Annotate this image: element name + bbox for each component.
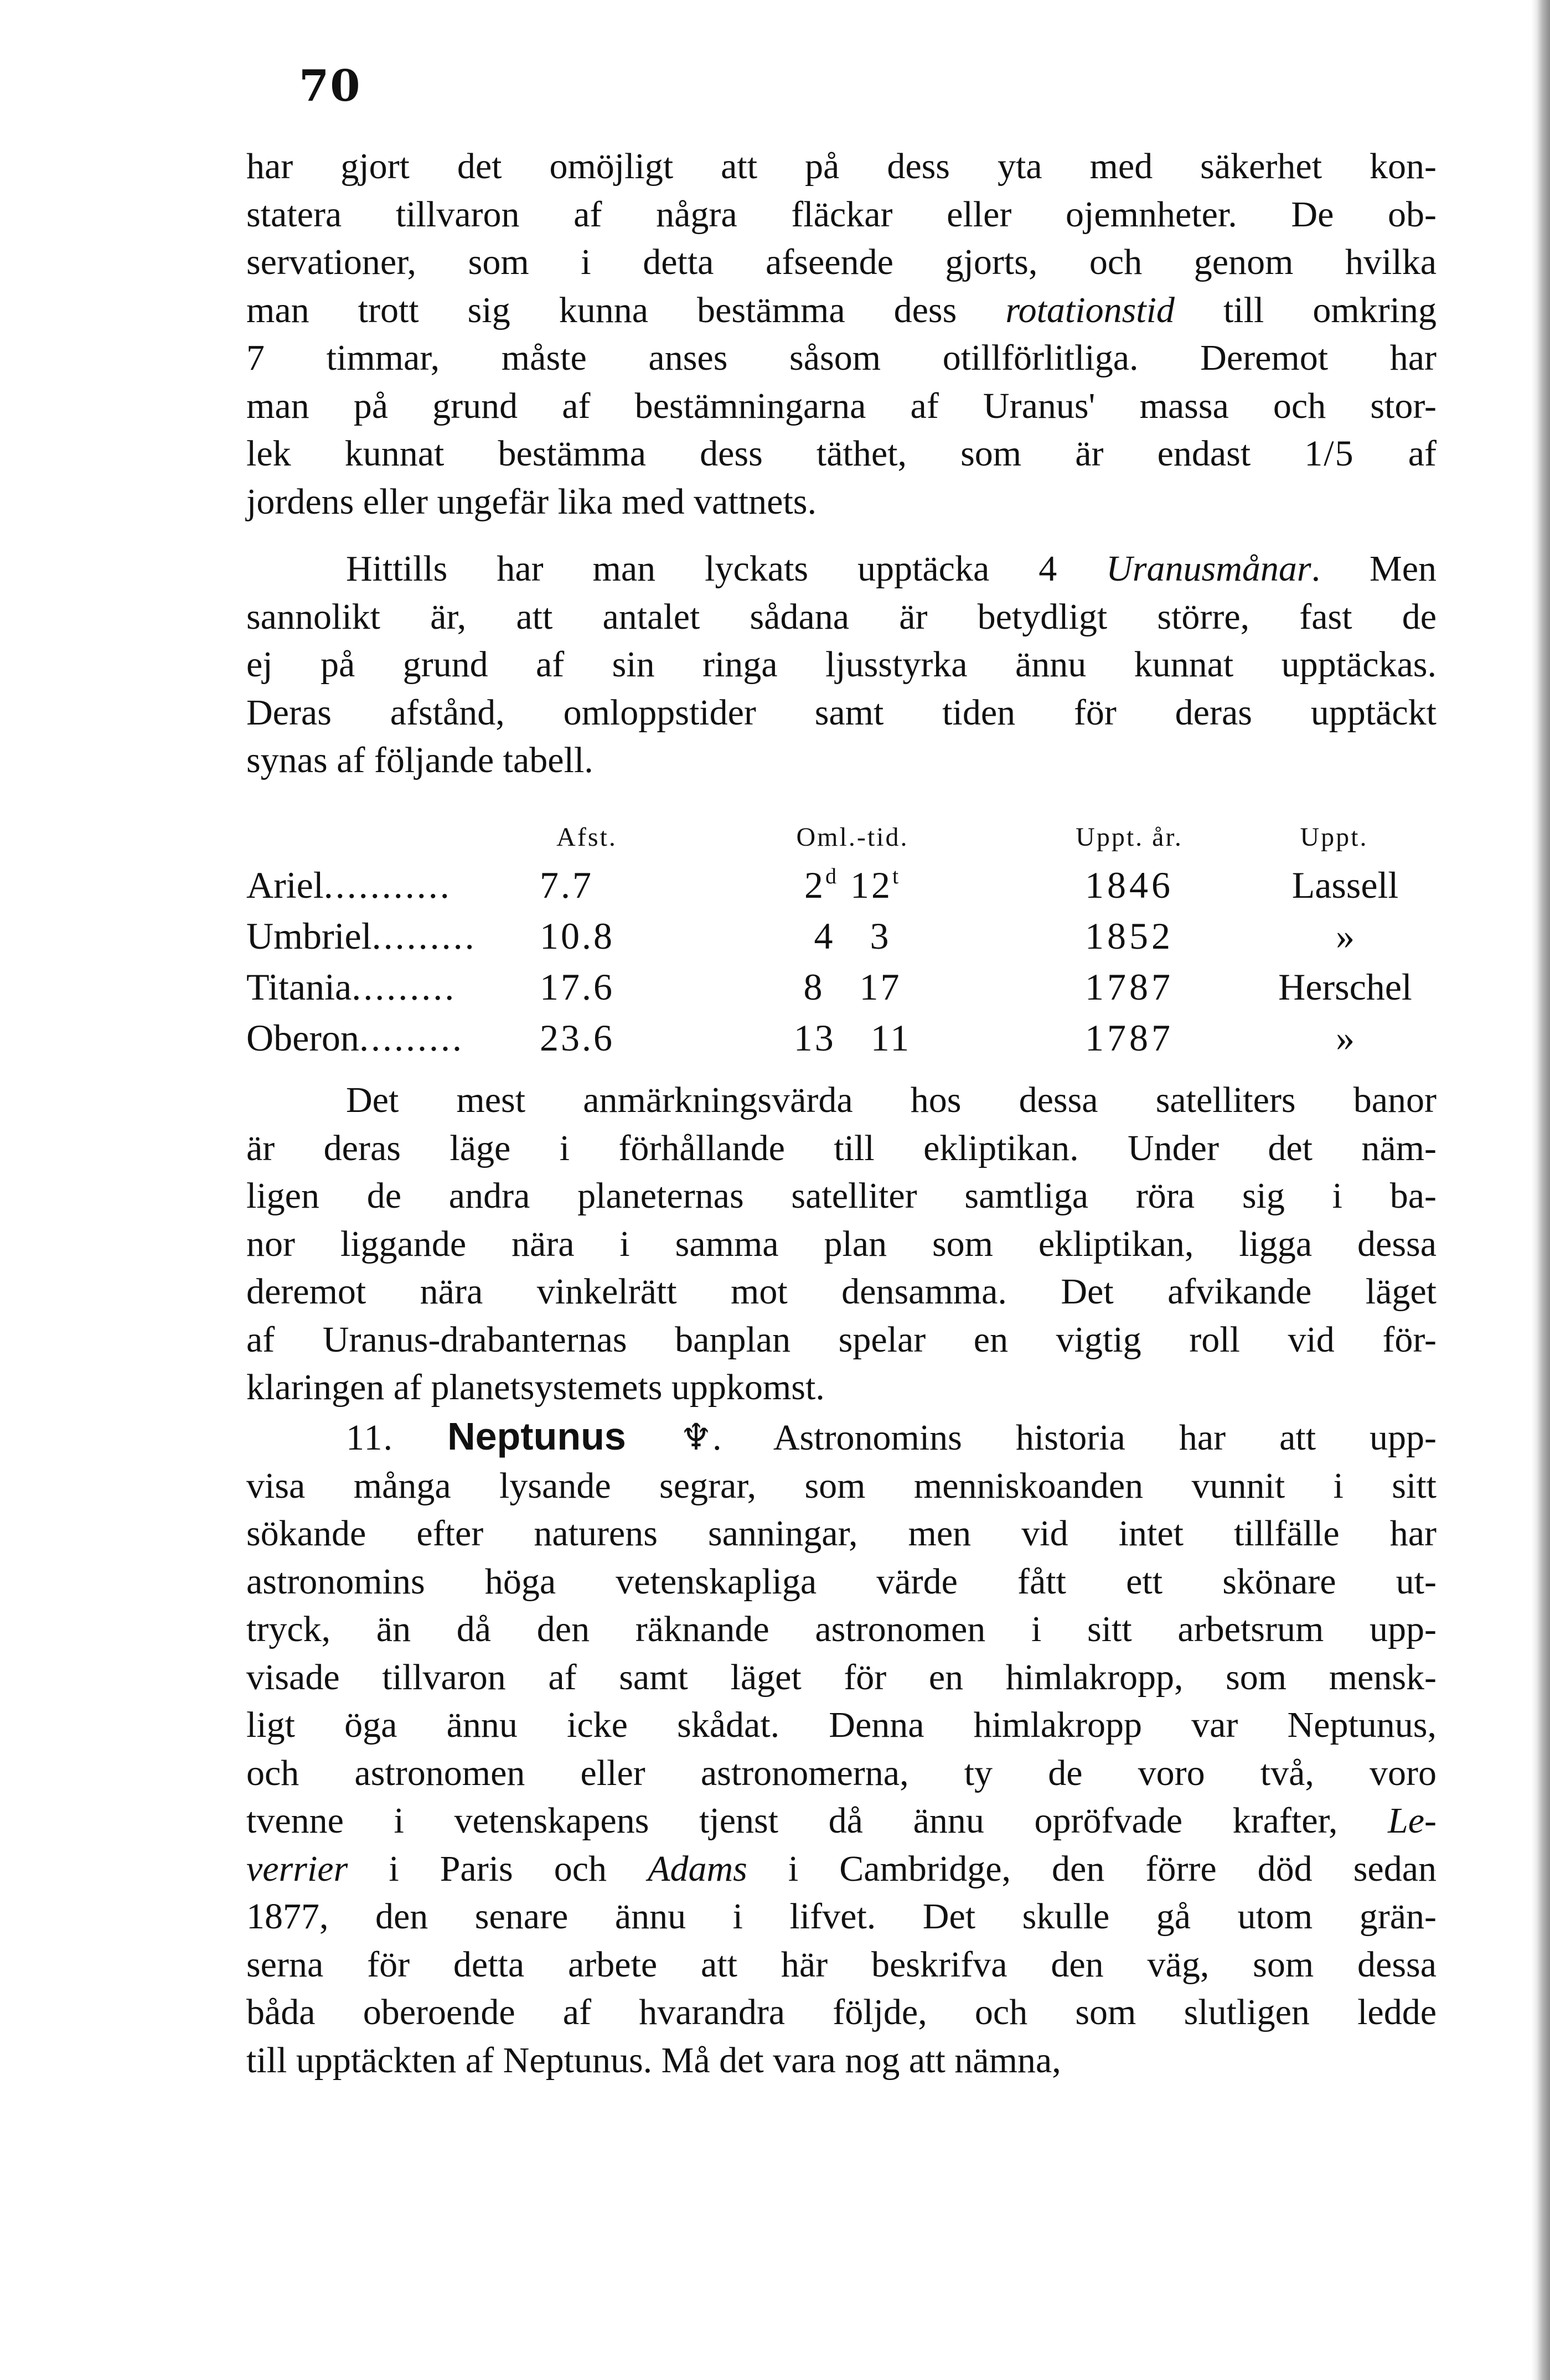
text-line: 1877, den senare ännu i lifvet. Det skulle gå utom grän- bbox=[246, 1896, 1437, 1937]
moon-distance: 7.7 bbox=[540, 864, 593, 906]
header-period: Oml.-tid. bbox=[796, 822, 909, 852]
italic-name-leverrier: Le- bbox=[1388, 1800, 1437, 1841]
table-row bbox=[0, 863, 1550, 913]
text-line bbox=[246, 430, 1437, 478]
text-line: astronomins höga vetenskapliga värde fått ett skönare ut- bbox=[246, 1561, 1437, 1602]
text-run: af bbox=[1354, 433, 1437, 474]
discovery-year: 1846 bbox=[1085, 864, 1174, 906]
dot-leader: ........... bbox=[323, 864, 452, 906]
italic-name-adams: Adams bbox=[648, 1848, 747, 1889]
text-line: Deras afstånd, omloppstider samt tiden för deras upptäckt bbox=[246, 692, 1437, 733]
discoverer: » bbox=[1336, 1017, 1355, 1059]
moon-name-text: Titania bbox=[246, 966, 352, 1008]
text-line: synas af följande tabell. bbox=[246, 740, 593, 780]
text-line: statera tillvaron af några fläckar eller ojemnheter. De ob- bbox=[246, 194, 1437, 235]
moon-period bbox=[769, 1016, 936, 1060]
moon-name bbox=[246, 863, 534, 907]
page-edge-shadow bbox=[1531, 0, 1550, 2380]
moon-name-text: Ariel bbox=[246, 864, 324, 906]
section-number: 11. bbox=[346, 1417, 394, 1458]
hour-unit: t bbox=[892, 863, 901, 888]
moon-name bbox=[246, 1016, 534, 1060]
moon-distance: 23.6 bbox=[540, 1017, 614, 1059]
text-line: deremot nära vinkelrätt mot densamma. Det afvikande läget bbox=[246, 1271, 1437, 1312]
text-line: man på grund af bestämningarna af Uranus' massa och stor- bbox=[246, 385, 1437, 426]
text-run: Hittills har man lyckats upptäcka 4 bbox=[346, 549, 1107, 589]
period-days: 4 bbox=[814, 915, 835, 957]
text-line: visade tillvaron af samt läget för en himlakropp, som mensk- bbox=[246, 1657, 1437, 1698]
header-distance: Afst. bbox=[556, 822, 617, 852]
text-line: 7 timmar, måste anses såsom otillförlitliga. Deremot har bbox=[246, 338, 1437, 378]
table-row bbox=[0, 914, 1550, 964]
text-run: i Paris och bbox=[348, 1848, 648, 1889]
period-hours: 11 bbox=[870, 1017, 912, 1059]
text-run: man trott sig kunna bestämma dess bbox=[246, 289, 1006, 330]
text-line: tryck, än då den räknande astronomen i sitt arbetsrum upp- bbox=[246, 1609, 1437, 1649]
paragraph-neptune bbox=[246, 1413, 1437, 2084]
paragraph-uranus-moons bbox=[246, 545, 1437, 785]
neptune-symbol-icon: ♆. bbox=[679, 1417, 722, 1458]
text-run: Astronomins historia har att upp- bbox=[721, 1417, 1437, 1458]
text-run: lek kunnat bestämma dess täthet, som är endast bbox=[246, 433, 1305, 474]
italic-term-rotationstid: rotationstid bbox=[1005, 289, 1175, 330]
text-line: till upptäckten af Neptunus. Må det vara nog att nämna, bbox=[246, 2040, 1061, 2081]
text-line: visa många lysande segrar, som menniskoanden vunnit i sitt bbox=[246, 1465, 1437, 1506]
moon-name-text: Umbriel bbox=[246, 915, 372, 957]
dot-leader: ......... bbox=[371, 915, 477, 957]
period-days: 13 bbox=[793, 1017, 836, 1059]
text-line: nor liggande nära i samma plan som ekliptikan, ligga dessa bbox=[246, 1223, 1437, 1264]
paragraph-rotation-density bbox=[246, 143, 1437, 526]
moon-name bbox=[246, 965, 534, 1009]
text-line: Det mest anmärkningsvärda hos dessa satelliters banor bbox=[346, 1080, 1437, 1120]
discoverer: Lassell bbox=[1291, 864, 1399, 906]
period-hours: 17 bbox=[859, 966, 902, 1008]
table-row bbox=[0, 1016, 1550, 1066]
moon-period bbox=[769, 863, 936, 907]
text-line: af Uranus-drabanternas banplan spelar en vigtig roll vid för- bbox=[246, 1319, 1437, 1360]
text-line: jordens eller ungefär lika med vattnets. bbox=[246, 481, 817, 522]
page-number: 70 bbox=[299, 61, 361, 111]
discovery-year: 1787 bbox=[1085, 1017, 1174, 1059]
fraction-one-fifth: 1/5 bbox=[1304, 433, 1355, 474]
text-line: sökande efter naturens sanningar, men vid intet tillfälle har bbox=[246, 1513, 1437, 1554]
paragraph-orbital-planes bbox=[246, 1077, 1437, 1412]
text-line: klaringen af planetsystemets uppkomst. bbox=[246, 1367, 825, 1408]
moon-period bbox=[769, 914, 936, 958]
header-year: Uppt. år. bbox=[1076, 822, 1183, 852]
period-hours: 3 bbox=[870, 915, 891, 957]
text-line: båda oberoende af hvarandra följde, och som slutligen ledde bbox=[246, 1992, 1437, 2032]
text-line bbox=[246, 1845, 1437, 1893]
dot-leader: ......... bbox=[352, 966, 457, 1008]
discoverer: » bbox=[1336, 915, 1355, 957]
text-line: sannolikt är, att antalet sådana är betydligt större, fast de bbox=[246, 596, 1437, 637]
text-line: ligen de andra planeternas satelliter samtliga röra sig i ba- bbox=[246, 1176, 1437, 1216]
moon-name-text: Oberon bbox=[246, 1017, 359, 1059]
text-line: ligt öga ännu icke skådat. Denna himlakropp var Neptunus, bbox=[246, 1705, 1437, 1745]
day-unit: d bbox=[825, 863, 839, 888]
italic-term-uranusmanar: Uranusmånar bbox=[1106, 549, 1311, 589]
text-line: ej på grund af sin ringa ljusstyrka ännu kunnat upptäckas. bbox=[246, 644, 1437, 685]
period-days: 8 bbox=[803, 966, 825, 1008]
text-line: har gjort det omöjligt att på dess yta med säkerhet kon- bbox=[246, 146, 1437, 187]
text-line bbox=[246, 545, 1437, 593]
text-line bbox=[246, 287, 1437, 335]
discovery-year: 1852 bbox=[1085, 915, 1174, 957]
section-title: Neptunus bbox=[447, 1415, 626, 1458]
discoverer: Herschel bbox=[1278, 966, 1412, 1008]
text-line: och astronomen eller astronomerna, ty de voro två, voro bbox=[246, 1752, 1437, 1793]
text-run: i Cambridge, den förre död sedan bbox=[747, 1848, 1437, 1889]
period-hours: 12 bbox=[850, 864, 892, 906]
moon-distance: 17.6 bbox=[540, 966, 614, 1008]
dot-leader: ......... bbox=[359, 1017, 464, 1059]
period-days: 2 bbox=[804, 864, 825, 906]
italic-name-leverrier: verrier bbox=[246, 1848, 348, 1889]
table-row bbox=[0, 965, 1550, 1015]
moon-period bbox=[769, 965, 936, 1009]
text-run: tvenne i vetenskapens tjenst då ännu opröfvade krafter, bbox=[246, 1800, 1388, 1841]
text-line: är deras läge i förhållande till ekliptikan. Under det näm- bbox=[246, 1127, 1437, 1168]
discovery-year: 1787 bbox=[1085, 966, 1174, 1008]
text-line bbox=[246, 1797, 1437, 1845]
moon-distance: 10.8 bbox=[540, 915, 614, 957]
text-run: . Men bbox=[1311, 549, 1437, 589]
text-line: serna för detta arbete att här beskrifva den väg, som dessa bbox=[246, 1944, 1437, 1985]
header-discoverer: Uppt. bbox=[1300, 822, 1368, 852]
text-line bbox=[246, 1413, 1437, 1462]
text-run: till omkring bbox=[1174, 289, 1437, 330]
moon-name bbox=[246, 914, 534, 958]
text-line: servationer, som i detta afseende gjorts, och genom hvilka bbox=[246, 242, 1437, 282]
